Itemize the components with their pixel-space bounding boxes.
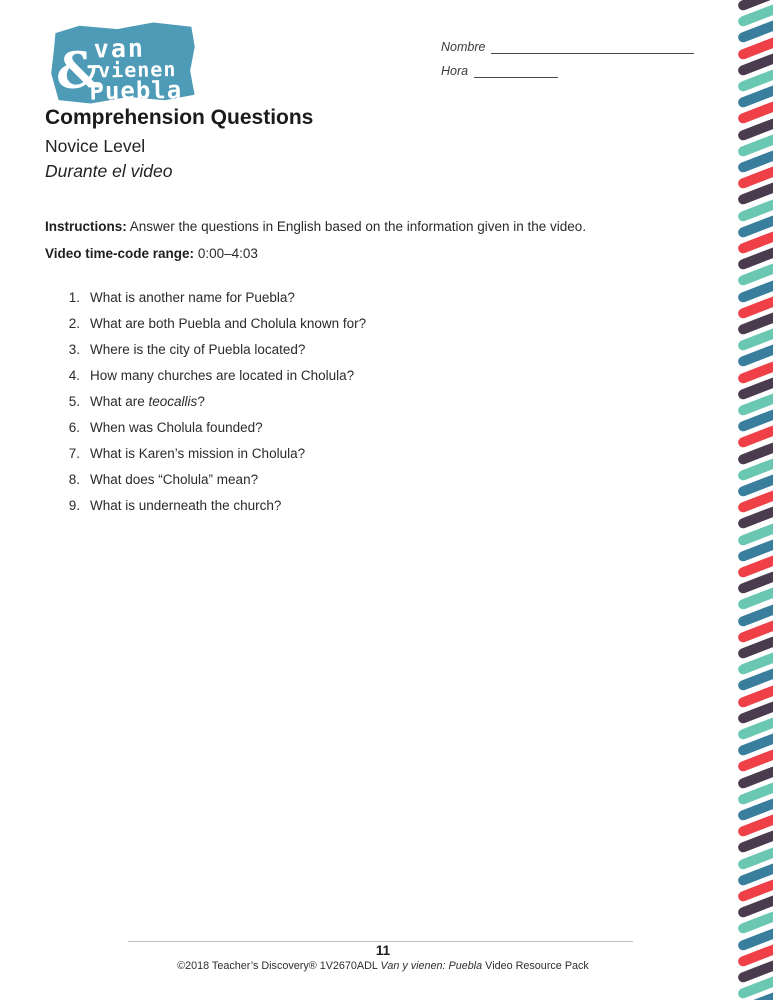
question-text	[90, 342, 305, 357]
question-item	[45, 472, 366, 498]
instructions-paragraph	[45, 219, 665, 234]
text-segment: What is another name for Puebla?	[90, 290, 295, 305]
question-text	[90, 290, 295, 305]
question-text	[90, 446, 305, 461]
question-number: 6.	[68, 420, 80, 435]
nombre-label: Nombre	[441, 40, 486, 54]
text-segment: When was Cholula founded?	[90, 420, 263, 435]
instructions-label: Instructions:	[45, 219, 127, 234]
nombre-blank-line	[491, 40, 694, 54]
footer-divider-line	[128, 941, 633, 942]
question-item	[45, 342, 366, 368]
question-number: 2.	[68, 316, 80, 331]
question-item	[45, 368, 366, 394]
text-segment: What is Karen’s mission in Cholula?	[90, 446, 306, 461]
text-segment: Van y vienen: Puebla	[380, 960, 483, 972]
question-number: 3.	[68, 342, 80, 357]
text-segment: How many churches are located in Cholula?	[90, 368, 355, 383]
question-list	[45, 290, 366, 524]
text-segment: Video Resource Pack	[482, 960, 589, 972]
question-number: 5.	[68, 394, 80, 409]
spanish-subtitle: Durante el video	[45, 161, 173, 181]
question-text	[90, 420, 263, 435]
question-number: 7.	[68, 446, 80, 461]
page-number: 11	[375, 943, 391, 958]
copyright-text	[0, 960, 766, 972]
text-segment: What are	[90, 394, 149, 409]
question-text	[90, 368, 354, 383]
timecode-label: Video time-code range:	[45, 246, 195, 261]
question-item	[45, 420, 366, 446]
question-number: 9.	[68, 498, 80, 513]
question-item	[45, 316, 366, 342]
question-number: 4.	[68, 368, 80, 383]
stripe-border	[718, 0, 773, 1000]
logo-ampersand: &	[55, 40, 102, 101]
question-item	[45, 290, 366, 316]
hora-blank-line	[474, 64, 558, 78]
text-segment: What are both Puebla and Cholula known for?	[90, 316, 367, 331]
logo-word-vienen: vienen	[97, 57, 177, 83]
instructions-text: Answer the questions in English based on the information given in the video.	[129, 219, 587, 234]
question-item	[45, 498, 366, 524]
nombre-field	[441, 40, 694, 54]
question-item	[45, 394, 366, 420]
text-segment: Where is the city of Puebla located?	[90, 342, 306, 357]
question-number: 8.	[68, 472, 80, 487]
question-text	[90, 472, 258, 487]
logo-word-puebla: Puebla	[89, 75, 183, 106]
text-segment: What is underneath the church?	[90, 498, 282, 513]
timecode-paragraph	[45, 246, 258, 261]
hora-field	[441, 64, 558, 78]
text-segment: ©2018 Teacher’s Discovery® 1V2670ADL	[177, 960, 381, 972]
question-item	[45, 446, 366, 472]
hora-label: Hora	[441, 64, 469, 78]
title-block	[45, 105, 313, 184]
question-number: 1.	[68, 290, 80, 305]
timecode-value: 0:00–4:03	[197, 246, 258, 261]
text-segment: ?	[197, 394, 205, 409]
text-segment: teocallis	[148, 394, 198, 409]
question-text	[90, 394, 205, 409]
van-y-vienen-puebla-logo	[45, 19, 198, 108]
logo-word-van: van	[93, 33, 146, 64]
level-subtitle: Novice Level	[45, 136, 146, 156]
question-text	[90, 498, 281, 513]
text-segment: What does “Cholula” mean?	[90, 472, 259, 487]
question-text	[90, 316, 366, 331]
page-title: Comprehension Questions	[45, 106, 314, 129]
